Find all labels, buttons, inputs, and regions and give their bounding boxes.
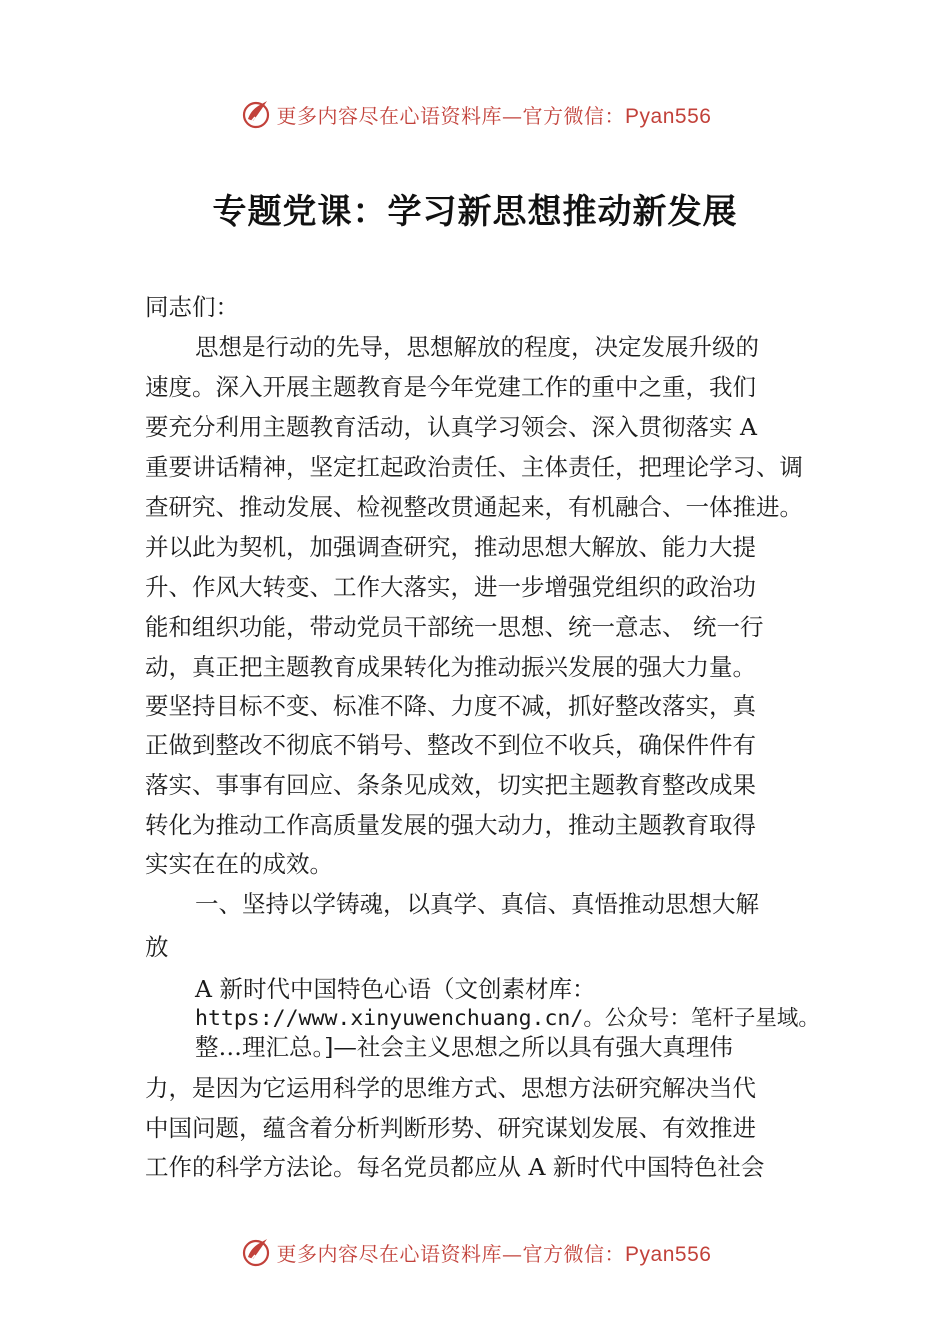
paragraph-line: 升、作风大转变、工作大落实，进一步增强党组织的政治功 <box>145 573 756 601</box>
footer-banner <box>0 1232 950 1272</box>
url-line: https://www.xinyuwenchuang.cn/。公众号：笔杆子星域。 <box>195 1006 820 1031</box>
quote-line: A 新时代中国特色心语（文创素材库： <box>195 975 596 1003</box>
paragraph-line: 转化为推动工作高质量发展的强大动力，推动主题教育取得 <box>145 811 756 839</box>
section-heading-cont: 放 <box>145 933 169 961</box>
paragraph-line: 工作的科学方法论。每名党员都应从 A 新时代中国特色社会 <box>145 1153 765 1181</box>
wechat-id: Pyan556 <box>625 104 712 128</box>
paragraph-line: 实实在在的成效。 <box>145 850 333 878</box>
wechat-id: Pyan556 <box>625 1242 712 1266</box>
paragraph-line: 查研究、推动发展、检视整改贯通起来，有机融合、一体推进。 <box>145 493 803 521</box>
quote-line: 整…理汇总。]—社会主义思想之所以具有强大真理伟 <box>195 1033 733 1061</box>
paragraph-line: 正做到整改不彻底不销号、整改不到位不收兵，确保件件有 <box>145 731 756 759</box>
paragraph-line: 重要讲话精神，坚定扛起政治责任、主体责任，把理论学习、调 <box>145 453 803 481</box>
paragraph-line: 要坚持目标不变、标准不降、力度不减，抓好整改落实，真 <box>145 692 756 720</box>
banner-text: 更多内容尽在心语资料库—官方微信：Pyan556 <box>276 1241 712 1266</box>
paragraph-line: 要充分利用主题教育活动，认真学习领会、深入贯彻落实 A <box>145 413 757 441</box>
logo-icon <box>239 1235 273 1269</box>
salutation: 同志们： <box>145 293 239 321</box>
banner-text: 更多内容尽在心语资料库—官方微信：Pyan556 <box>276 103 712 128</box>
section-heading: 一、坚持以学铸魂，以真学、真信、真悟推动思想大解 <box>195 890 759 918</box>
paragraph-line: 落实、事事有回应、条条见成效，切实把主题教育整改成果 <box>145 771 756 799</box>
paragraph-line: 并以此为契机，加强调查研究，推动思想大解放、能力大提 <box>145 533 756 561</box>
paragraph-line: 速度。深入开展主题教育是今年党建工作的重中之重，我们 <box>145 373 756 401</box>
header-banner <box>0 94 950 134</box>
paragraph-line: 动，真正把主题教育成果转化为推动振兴发展的强大力量。 <box>145 653 756 681</box>
document-title: 专题党课：学习新思想推动新发展 <box>212 192 738 232</box>
paragraph-line: 中国问题，蕴含着分析判断形势、研究谋划发展、有效推进 <box>145 1114 756 1142</box>
paragraph-line: 力，是因为它运用科学的思维方式、思想方法研究解决当代 <box>145 1074 756 1102</box>
paragraph-line: 思想是行动的先导，思想解放的程度，决定发展升级的 <box>195 333 759 361</box>
paragraph-line: 能和组织功能，带动党员干部统一思想、统一意志、 统一行 <box>145 613 764 641</box>
logo-icon <box>239 97 273 131</box>
